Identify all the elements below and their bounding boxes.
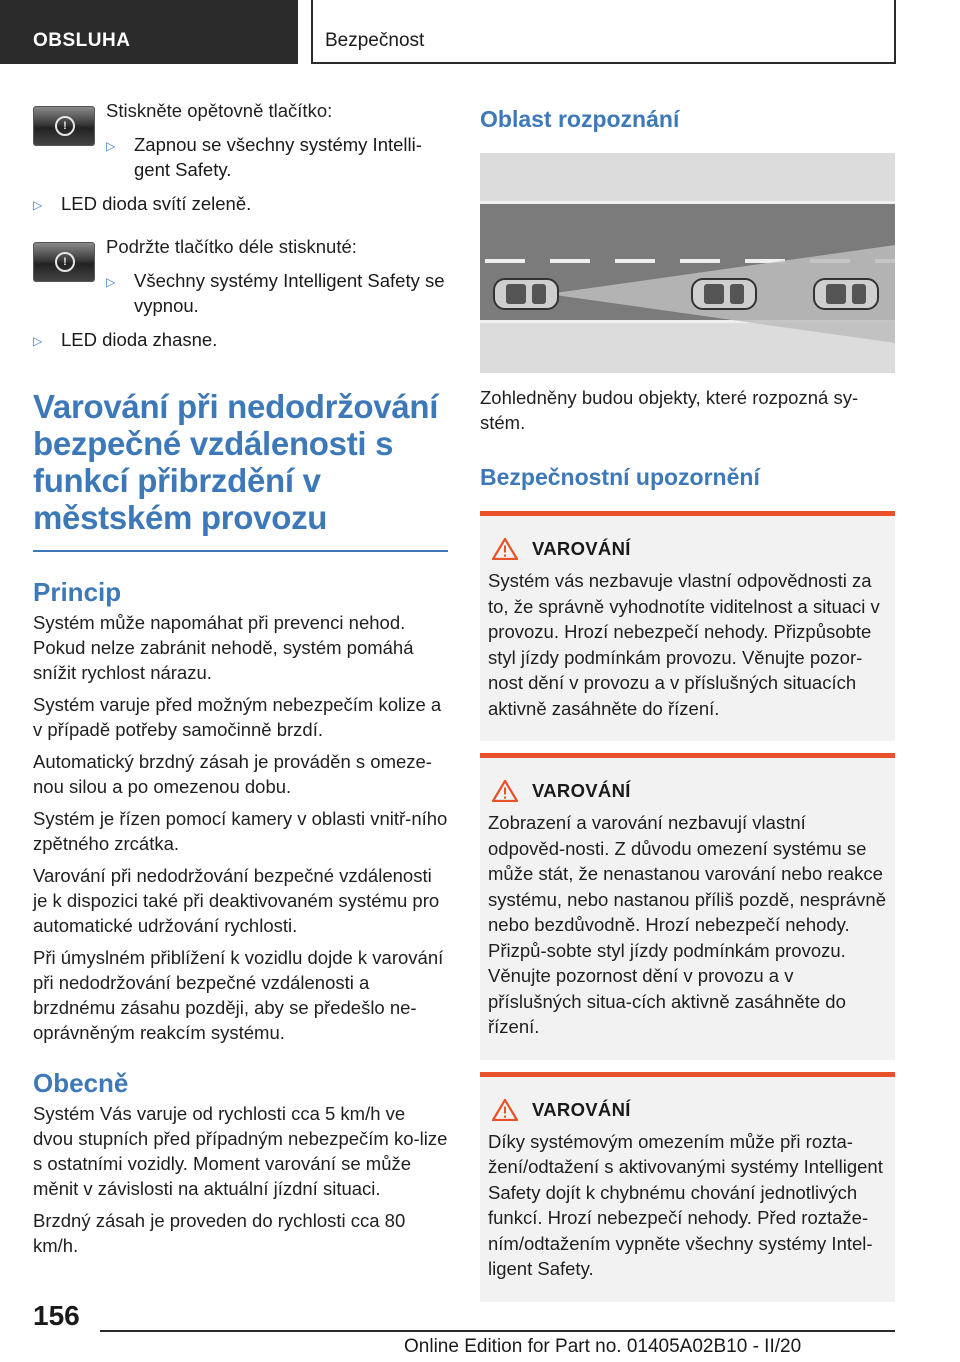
warning-box: [480, 511, 895, 741]
bullet-item: [33, 327, 448, 354]
principle-paragraph: Při úmyslném přiblížení k vozidlu dojde k varování při nedodržování bezpečné vzdálenosti a brzdnému zásahu později, aby se předešlo ne‐oprávněným reakcím systému.: [33, 947, 444, 1043]
principle-paragraph: Automatický brzdný zásah je prováděn s omeze‐nou silou a po omezenou dobu.: [33, 751, 432, 797]
header-chapter-label: Bezpečnost: [325, 30, 425, 51]
warning-label: VAROVÁNÍ: [532, 538, 631, 559]
heading-rule: [33, 550, 448, 552]
warning-label: VAROVÁNÍ: [532, 1098, 631, 1120]
bullet-item: [106, 132, 448, 182]
car-icon: [814, 279, 878, 309]
general-paragraph: Brzdný zásah je proveden do rychlosti cca 80 km/h.: [33, 1210, 406, 1256]
general-heading: Obecně: [33, 1068, 129, 1098]
button-instruction-2: [33, 234, 448, 318]
car-safety-icon: !: [55, 252, 75, 272]
left-column: [33, 98, 448, 1258]
warning-title: [492, 1099, 887, 1121]
main-heading: Varování při nedodržování bezpečné vzdálenosti s funkcí přibrzdění v městském provozu: [33, 388, 439, 536]
button-instruction-1: [33, 98, 448, 182]
bullet-text: LED dioda svítí zeleně.: [61, 193, 252, 214]
bullet-item: [33, 191, 448, 218]
warning-text: Zobrazení a varování nezbavují vlastní odpověd‐nosti. Z důvodu omezení systému se může stát, že nenastanou varování nebo reakce systému, nebo nastanou příliš pozdě, nesprávně nebo bezdůvodně. Hrozí nebezpečí nehody. Přizpů‐sobte styl jízdy podmínkám provozu. Věnujte pozornost dění v provozu a v příslušných situa‐cích aktivně zasáhněte do řízení.: [488, 812, 886, 1037]
detection-heading: Oblast rozpoznání: [480, 106, 680, 132]
car-icon: [692, 279, 756, 309]
page-number: 156: [33, 1300, 80, 1331]
principle-paragraph: Varování při nedodržování bezpečné vzdálenosti je k dispozici také při deaktivovaném systému pro automatické udržování rychlosti.: [33, 865, 440, 936]
bullet-triangle-icon: ▷: [33, 334, 43, 348]
car-icon: [494, 279, 558, 309]
warning-triangle-icon: [492, 780, 518, 802]
warning-triangle-icon: [492, 538, 518, 560]
bullet-text: LED dioda zhasne.: [61, 329, 218, 350]
safety-heading: Bezpečnostní upozornění: [480, 464, 760, 490]
bullet-text: Zapnou se všechny systémy Intelli‐gent Safety.: [134, 134, 422, 180]
bullet-text: Všechny systémy Intelligent Safety se vypnou.: [134, 270, 445, 316]
warning-label: VAROVÁNÍ: [532, 780, 631, 801]
warning-title: [492, 780, 887, 802]
footer-rule: [100, 1330, 895, 1332]
road-diagram: [480, 153, 895, 373]
warning-triangle-icon: [492, 1099, 518, 1121]
car-safety-icon: !: [55, 116, 75, 136]
detection-area-illustration: [480, 153, 895, 373]
general-paragraph: Systém Vás varuje od rychlosti cca 5 km/h ve dvou stupních před případným nebezpečím ko‐lize s ostatními vozidly. Moment varování se může měnit v závislosti na aktuální jízdní situaci.: [33, 1103, 448, 1199]
warning-title: [492, 538, 887, 560]
principle-paragraph: Systém je řízen pomocí kamery v oblasti vnitř‐ního zpětného zrcátka.: [33, 808, 448, 854]
bullet-item: [106, 268, 448, 318]
button-intro-text: Podržte tlačítko déle stisknuté:: [106, 236, 357, 257]
warning-box: [480, 753, 895, 1060]
header-section-label: OBSLUHA: [33, 30, 131, 51]
intelligent-safety-button-image: [33, 106, 95, 146]
intelligent-safety-button-image: [33, 242, 95, 282]
detection-caption: Zohledněny budou objekty, které rozpozná sy‐stém.: [480, 387, 859, 433]
principle-paragraph: Systém může napomáhat při prevenci nehod. Pokud nelze zabránit nehodě, systém pomáhá snížit rychlost nárazu.: [33, 612, 414, 683]
warning-text: Systém vás nezbavuje vlastní odpovědnosti za to, že správně vyhodnotíte viditelnost a situaci v provozu. Hrozí nebezpečí nehody. Přizpůsobte styl jízdy podmínkám provozu. Věnujte pozor‐nost dění v provozu a v příslušných situacích aktivně zasáhněte do řízení.: [488, 570, 880, 719]
warning-box: [480, 1072, 895, 1302]
right-column: [480, 103, 895, 1302]
button-intro-text: Stiskněte opětovně tlačítko:: [106, 100, 333, 121]
warning-text: Díky systémovým omezením může při rozta‐žení/odtažení s aktivovanými systémy Intelligent Safety dojít k chybnému chování jednotlivých funkcí. Hrozí nebezpečí nehody. Před roztaže‐ním/odtažením vypněte všechny systémy Intel‐ligent Safety.: [488, 1130, 883, 1279]
footer-edition-text: Online Edition for Part no. 01405A02B10 - II/20: [404, 1336, 802, 1357]
principle-paragraph: Systém varuje před možným nebezpečím kolize a v případě potřeby samočinně brzdí.: [33, 694, 442, 740]
bullet-triangle-icon: ▷: [106, 139, 116, 153]
bullet-triangle-icon: ▷: [33, 198, 43, 212]
principle-heading: Princip: [33, 577, 122, 607]
bullet-triangle-icon: ▷: [106, 275, 116, 289]
